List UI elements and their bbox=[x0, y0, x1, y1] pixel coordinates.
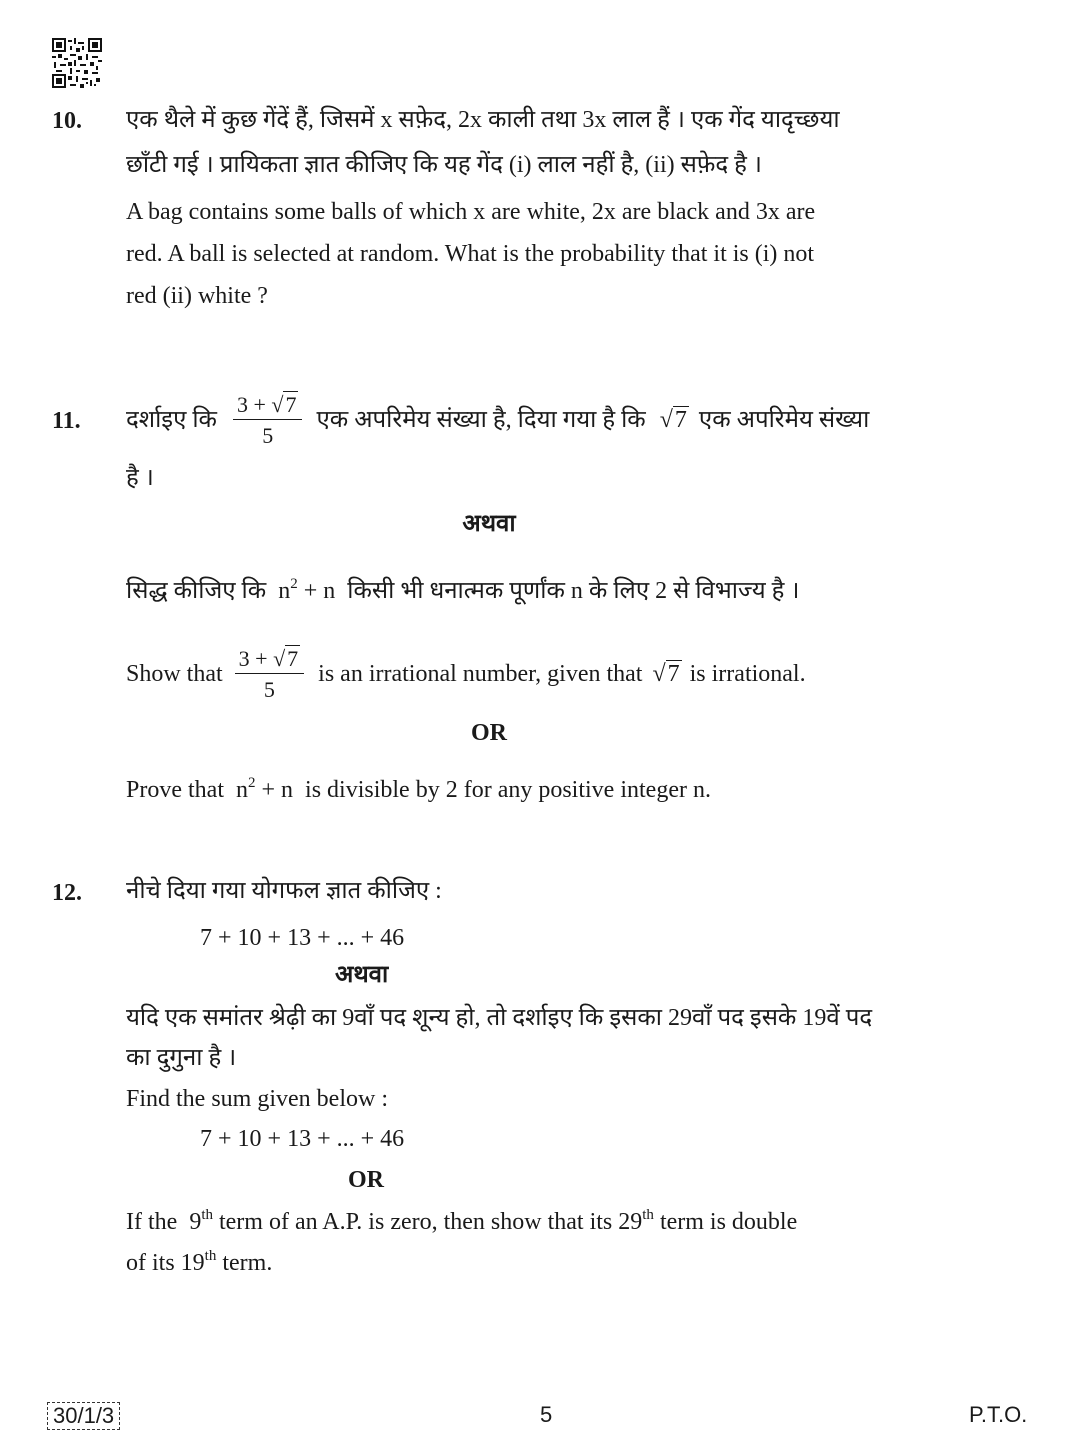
q11-english-line-1 bbox=[126, 642, 806, 706]
q12-eng-alt-a: If the bbox=[126, 1209, 178, 1235]
frac-num-a: 3 + bbox=[236, 391, 272, 417]
q12-hindi-alt-1: यदि एक समांतर श्रेढ़ी का 9वाँ पद शून्य हो, तो दर्शाइए कि इसका 29वाँ पद इसके 19वें पद bbox=[126, 1005, 873, 1031]
q11-eng-post: is irrational. bbox=[689, 661, 806, 687]
pto-label: P.T.O. bbox=[969, 1402, 1028, 1427]
hindi-or-label: अथवा bbox=[335, 962, 389, 988]
q12-eng-alt-d: of its bbox=[126, 1250, 175, 1276]
expression-n-squared bbox=[236, 777, 293, 803]
sqrt-symbol: √7 bbox=[652, 661, 680, 687]
q11-hindi-alt bbox=[126, 571, 799, 612]
q11-english-alt bbox=[126, 770, 711, 811]
sqrt-symbol: √7 bbox=[273, 645, 299, 671]
q11-hindi-alt-post: किसी भी धनात्मक पूर्णांक n के लिए 2 से विभाज्य है । bbox=[347, 578, 800, 604]
question-number: 12. bbox=[52, 880, 82, 906]
english-or-label: OR bbox=[471, 720, 507, 746]
exponent: 2 bbox=[290, 576, 298, 592]
frac-num-a: 3 + bbox=[238, 645, 274, 671]
q12-english-alt-1 bbox=[126, 1202, 797, 1243]
ordinal-suffix: th bbox=[642, 1207, 654, 1223]
plus-n: + n bbox=[255, 777, 294, 803]
q12-eng-alt-e: term. bbox=[222, 1250, 273, 1276]
expression-n-squared bbox=[278, 578, 335, 604]
q11-hindi-line-2: है । bbox=[126, 465, 154, 491]
page-number: 5 bbox=[540, 1402, 553, 1427]
question-number: 11. bbox=[52, 408, 81, 434]
sqrt-symbol: √7 bbox=[659, 407, 687, 433]
radicand: 7 bbox=[674, 407, 687, 433]
q10-hindi-line-2: छाँटी गई । प्रायिकता ज्ञात कीजिए कि यह गेंद (i) लाल नहीं है, (ii) सफ़ेद है । bbox=[126, 152, 762, 178]
ordinal-number: 9 bbox=[189, 1209, 202, 1235]
q12-eng-alt-c: term is double bbox=[659, 1209, 798, 1235]
frac-den: 5 bbox=[262, 422, 274, 448]
q11-hindi-post: एक अपरिमेय संख्या bbox=[698, 407, 870, 433]
q10-hindi-line-1: एक थैले में कुछ गेंदें हैं, जिसमें x सफ़ेद, 2x काली तथा 3x लाल हैं । एक गेंद यादृच्छया bbox=[126, 107, 840, 133]
qr-code-icon bbox=[52, 38, 102, 88]
q11-eng-alt-post: is divisible by 2 for any positive integer n. bbox=[305, 777, 711, 803]
english-or-label: OR bbox=[348, 1167, 384, 1193]
ordinal-suffix: th bbox=[204, 1248, 217, 1264]
series-expression: 7 + 10 + 13 + ... + 46 bbox=[200, 925, 405, 951]
question-number: 10. bbox=[52, 108, 82, 134]
paper-code: 30/1/3 bbox=[47, 1402, 120, 1430]
plus-n: + n bbox=[297, 578, 336, 604]
ordinal-number: 19 bbox=[180, 1250, 205, 1276]
var-n: n bbox=[278, 578, 291, 604]
fraction bbox=[235, 645, 305, 702]
q12-hindi-line-1: नीचे दिया गया योगफल ज्ञात कीजिए : bbox=[126, 878, 442, 904]
q11-eng-mid: is an irrational number, given that bbox=[318, 661, 643, 687]
var-n: n bbox=[235, 777, 248, 803]
q12-english-alt-2 bbox=[126, 1243, 272, 1284]
frac-den: 5 bbox=[263, 676, 275, 702]
ordinal-suffix: th bbox=[201, 1207, 213, 1223]
q12-english-line-1: Find the sum given below : bbox=[126, 1086, 388, 1112]
q11-hindi-line-1 bbox=[126, 388, 869, 452]
q12-hindi-alt-2: का दुगुना है । bbox=[126, 1045, 237, 1071]
radicand: 7 bbox=[287, 645, 299, 671]
sqrt-symbol: √7 bbox=[271, 391, 297, 417]
q11-hindi-pre: दर्शाइए कि bbox=[126, 407, 217, 433]
q11-hindi-alt-pre: सिद्ध कीजिए कि bbox=[126, 578, 267, 604]
fraction bbox=[233, 391, 303, 448]
q11-eng-pre: Show that bbox=[126, 661, 223, 687]
ordinal-number: 29 bbox=[618, 1209, 643, 1235]
series-expression: 7 + 10 + 13 + ... + 46 bbox=[200, 1126, 405, 1152]
q11-hindi-mid: एक अपरिमेय संख्या है, दिया गया है कि bbox=[316, 407, 646, 433]
q10-english-line-3: red (ii) white ? bbox=[126, 283, 268, 309]
radicand: 7 bbox=[285, 391, 297, 417]
hindi-or-label: अथवा bbox=[462, 511, 516, 537]
q12-eng-alt-b: term of an A.P. is zero, then show that its bbox=[218, 1209, 613, 1235]
exponent: 2 bbox=[247, 775, 256, 791]
radicand: 7 bbox=[667, 661, 680, 687]
q10-english-line-1: A bag contains some balls of which x are white, 2x are black and 3x are bbox=[126, 199, 816, 225]
q11-eng-alt-pre: Prove that bbox=[126, 777, 224, 803]
q10-english-line-2: red. A ball is selected at random. What is the probability that it is (i) not bbox=[126, 241, 815, 267]
